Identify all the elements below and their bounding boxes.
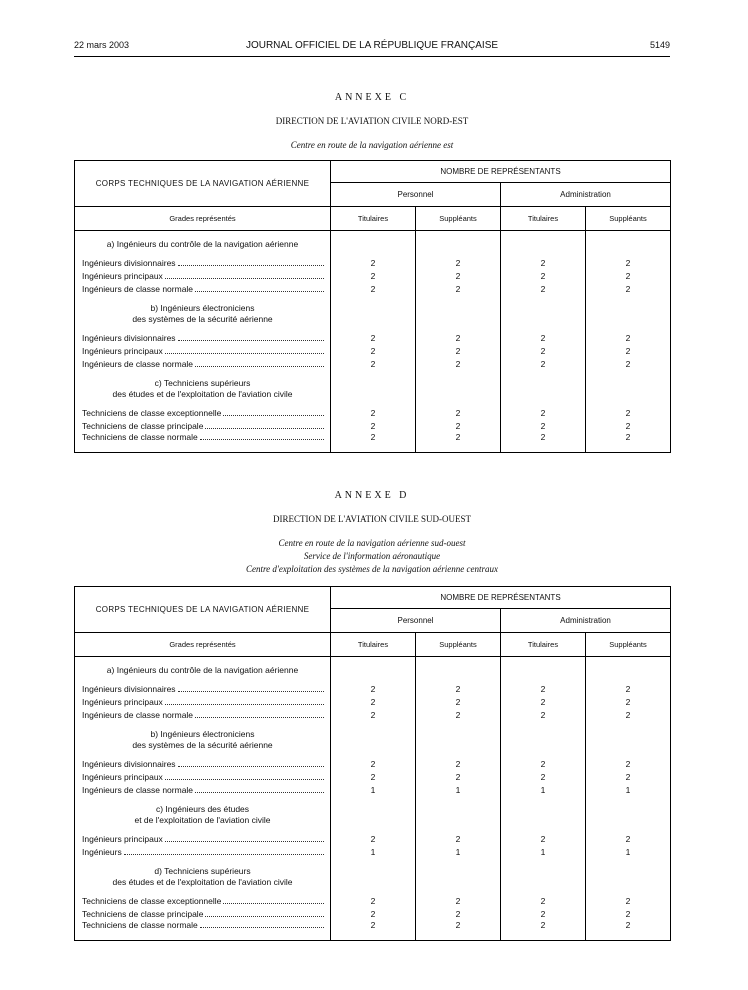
table-row [75,432,671,452]
grade-label [75,894,331,907]
grade-name: Ingénieurs de classe normale [82,784,194,795]
section-heading-row [75,858,671,894]
representative-count: 2 [416,344,501,357]
section-heading-row [75,796,671,832]
leader-dots [165,834,324,842]
representative-count: 2 [501,357,586,370]
representative-count: 2 [370,771,376,782]
table-row [75,894,671,907]
representative-count: 2 [586,920,671,940]
grade-label [75,269,331,282]
representative-count: 2 [501,256,586,269]
representative-count: 2 [416,357,501,370]
representative-count: 2 [501,269,586,282]
representative-count: 2 [370,432,376,442]
grade-label [75,845,331,858]
representative-count: 2 [370,283,376,294]
section-title [75,370,331,406]
section-heading-row [75,295,671,331]
representative-count: 2 [370,332,376,343]
grade-label [75,695,331,708]
table-row [75,920,671,940]
grades-header: Grades représentés [75,207,331,231]
table-row [75,406,671,419]
titulaires-header: Titulaires [501,207,586,231]
grade-label [75,907,331,920]
section-title-line: des études et de l'exploitation de l'aviation civile [112,389,293,399]
representative-count: 1 [416,783,501,796]
leader-dots [165,772,324,780]
leader-dots [165,346,324,354]
grade-name: Techniciens de classe exceptionnelle [82,407,222,418]
annexe-d-table [74,586,671,941]
grade-label [75,344,331,357]
section-title [75,231,331,257]
representative-count: 1 [370,846,376,857]
representative-count: 2 [416,419,501,432]
section-title [75,295,331,331]
annexe-c-direction: DIRECTION DE L'AVIATION CIVILE NORD-EST [275,116,469,126]
representative-count: 1 [586,845,671,858]
annexe-d-subtitle: Service de l'information aéronautique [303,551,441,561]
representative-count: 2 [370,920,376,930]
suppleants-header: Suppléants [586,207,671,231]
journal-title: JOURNAL OFFICIEL DE LA RÉPUBLIQUE FRANÇAISE [245,40,499,51]
representative-count: 2 [370,709,376,720]
representative-count: 2 [501,920,586,940]
table-row [75,682,671,695]
representative-count: 2 [370,696,376,707]
grade-name: Ingénieurs de classe normale [82,358,194,369]
representative-count: 2 [416,907,501,920]
grade-name: Techniciens de classe exceptionnelle [82,895,222,906]
leader-dots [178,759,324,767]
grade-label [75,432,331,452]
suppleants-header: Suppléants [416,207,501,231]
representative-count: 2 [586,256,671,269]
grade-name: Ingénieurs divisionnaires [82,332,176,343]
grade-name: Ingénieurs principaux [82,696,163,707]
annexe-d-subtitles [74,537,670,576]
table-row [75,282,671,295]
grade-name: Techniciens de classe principale [82,908,204,919]
representative-count: 2 [416,269,501,282]
grade-label [75,406,331,419]
representative-count: 2 [586,406,671,419]
grade-label [75,357,331,370]
section-title [75,721,331,757]
representative-count: 2 [370,758,376,769]
representative-count: 2 [370,270,376,281]
representative-count: 2 [586,419,671,432]
section-title-line: a) Ingénieurs du contrôle de la navigation aérienne [106,239,299,249]
representative-count: 1 [586,783,671,796]
section-title-line: des études et de l'exploitation de l'aviation civile [112,877,293,887]
page-number: 5149 [649,40,670,50]
table-row [75,832,671,845]
leader-dots [195,710,324,718]
section-title-line: des systèmes de la sécurité aérienne [132,740,273,750]
representative-count: 2 [416,832,501,845]
section-title-line: et de l'exploitation de l'aviation civile [134,815,271,825]
grade-label [75,832,331,845]
leader-dots [223,408,324,416]
representative-count: 2 [586,331,671,344]
grade-name: Techniciens de classe normale [82,432,198,442]
representative-count: 2 [586,357,671,370]
annexe-d-subtitle: Centre en route de la navigation aérienne sud-ouest [278,538,466,548]
representative-count: 2 [501,907,586,920]
leader-dots [223,896,324,904]
issue-date: 22 mars 2003 [74,40,130,50]
grades-header: Grades représentés [75,633,331,657]
table-row [75,357,671,370]
grade-name: Ingénieurs de classe normale [82,283,194,294]
representative-count: 2 [501,432,586,452]
representative-count: 2 [501,894,586,907]
grade-label [75,770,331,783]
administration-header: Administration [501,609,671,633]
table-row [75,695,671,708]
administration-header: Administration [501,183,671,207]
representative-count: 2 [501,708,586,721]
representative-count: 2 [416,282,501,295]
leader-dots [200,920,324,928]
corps-header: CORPS TECHNIQUES DE LA NAVIGATION AÉRIENNE [75,587,331,633]
section-title [75,858,331,894]
representative-count: 1 [501,845,586,858]
section-title-line: des systèmes de la sécurité aérienne [132,314,273,324]
grade-label [75,783,331,796]
table-row [75,757,671,770]
section-title-line: b) Ingénieurs électroniciens [150,303,255,313]
table-row [75,419,671,432]
grade-name: Techniciens de classe principale [82,420,204,431]
leader-dots [200,432,324,440]
grade-label [75,419,331,432]
leader-dots [195,284,324,292]
representative-count: 2 [586,269,671,282]
representative-count: 2 [501,344,586,357]
section-heading-row [75,721,671,757]
representative-count: 2 [370,895,376,906]
leader-dots [195,359,324,367]
grade-name: Ingénieurs divisionnaires [82,683,176,694]
representative-count: 2 [501,832,586,845]
grade-label [75,708,331,721]
representative-count: 2 [501,770,586,783]
representative-count: 2 [416,406,501,419]
representative-count: 2 [586,682,671,695]
representative-count: 2 [586,757,671,770]
representative-count: 2 [370,908,376,919]
leader-dots [205,909,324,917]
annexe-c-subtitles [74,139,670,152]
grade-name: Ingénieurs principaux [82,833,163,844]
annexe-d-direction: DIRECTION DE L'AVIATION CIVILE SUD-OUEST [273,514,471,524]
grade-name: Ingénieurs principaux [82,270,163,281]
annexe-c-table [74,160,671,453]
grade-name: Techniciens de classe normale [82,920,198,930]
section-heading-row [75,657,671,683]
grade-label [75,920,331,940]
nombre-header: NOMBRE DE REPRÉSENTANTS [331,161,671,183]
annexe-d-subtitle: Centre d'exploitation des systèmes de la navigation aérienne centraux [245,564,499,574]
annexe-c-subtitle: Centre en route de la navigation aérienne est [290,140,454,150]
table-row [75,344,671,357]
representative-count: 2 [370,345,376,356]
table-row [75,845,671,858]
representative-count: 2 [416,894,501,907]
section-title-line: d) Techniciens supérieurs [154,866,251,876]
grade-label [75,282,331,295]
representative-count: 2 [586,432,671,452]
grade-name: Ingénieurs [82,846,122,857]
personnel-header: Personnel [331,183,501,207]
leader-dots [165,697,324,705]
section-title [75,657,331,683]
leader-dots [205,421,324,429]
annexe-d-title: ANNEXE D [334,490,410,501]
representative-count: 2 [586,282,671,295]
leader-dots [165,271,324,279]
representative-count: 2 [501,282,586,295]
table-row [75,256,671,269]
header-rule [74,56,670,57]
representative-count: 2 [370,358,376,369]
grade-label [75,331,331,344]
representative-count: 1 [416,845,501,858]
representative-count: 2 [586,344,671,357]
table-row [75,783,671,796]
leader-dots [178,333,324,341]
table-row [75,907,671,920]
grade-name: Ingénieurs principaux [82,345,163,356]
section-title-line: c) Ingénieurs des études [155,804,250,814]
titulaires-header: Titulaires [501,633,586,657]
representative-count: 2 [501,757,586,770]
nombre-header: NOMBRE DE REPRÉSENTANTS [331,587,671,609]
grade-name: Ingénieurs principaux [82,771,163,782]
representative-count: 2 [586,708,671,721]
grade-name: Ingénieurs divisionnaires [82,257,176,268]
representative-count: 2 [586,832,671,845]
representative-count: 2 [501,695,586,708]
grade-name: Ingénieurs de classe normale [82,709,194,720]
representative-count: 2 [586,770,671,783]
representative-count: 2 [416,920,501,940]
representative-count: 2 [416,432,501,452]
representative-count: 2 [370,407,376,418]
representative-count: 2 [370,257,376,268]
representative-count: 2 [501,682,586,695]
representative-count: 2 [416,695,501,708]
leader-dots [195,785,324,793]
annexe-c-title: ANNEXE C [334,92,410,103]
grade-name: Ingénieurs divisionnaires [82,758,176,769]
grade-label [75,682,331,695]
section-heading-row [75,231,671,257]
representative-count: 2 [501,419,586,432]
representative-count: 2 [416,757,501,770]
representative-count: 2 [501,331,586,344]
titulaires-header: Titulaires [331,207,416,231]
representative-count: 2 [501,406,586,419]
personnel-header: Personnel [331,609,501,633]
section-title-line: b) Ingénieurs électroniciens [150,729,255,739]
representative-count: 2 [586,894,671,907]
representative-count: 2 [416,256,501,269]
suppleants-header: Suppléants [586,633,671,657]
leader-dots [124,847,324,855]
table-row [75,770,671,783]
representative-count: 2 [416,331,501,344]
section-title [75,796,331,832]
representative-count: 1 [501,783,586,796]
page-header [74,40,670,54]
representative-count: 2 [416,770,501,783]
representative-count: 2 [370,420,376,431]
representative-count: 2 [370,833,376,844]
representative-count: 2 [370,683,376,694]
section-title-line: a) Ingénieurs du contrôle de la navigation aérienne [106,665,299,675]
section-title-line: c) Techniciens supérieurs [154,378,251,388]
representative-count: 1 [370,784,376,795]
representative-count: 2 [416,682,501,695]
leader-dots [178,684,324,692]
leader-dots [178,258,324,266]
table-row [75,269,671,282]
representative-count: 2 [586,907,671,920]
titulaires-header: Titulaires [331,633,416,657]
table-row [75,331,671,344]
grade-label [75,256,331,269]
representative-count: 2 [416,708,501,721]
corps-header: CORPS TECHNIQUES DE LA NAVIGATION AÉRIENNE [75,161,331,207]
suppleants-header: Suppléants [416,633,501,657]
representative-count: 2 [586,695,671,708]
grade-label [75,757,331,770]
section-heading-row [75,370,671,406]
table-row [75,708,671,721]
